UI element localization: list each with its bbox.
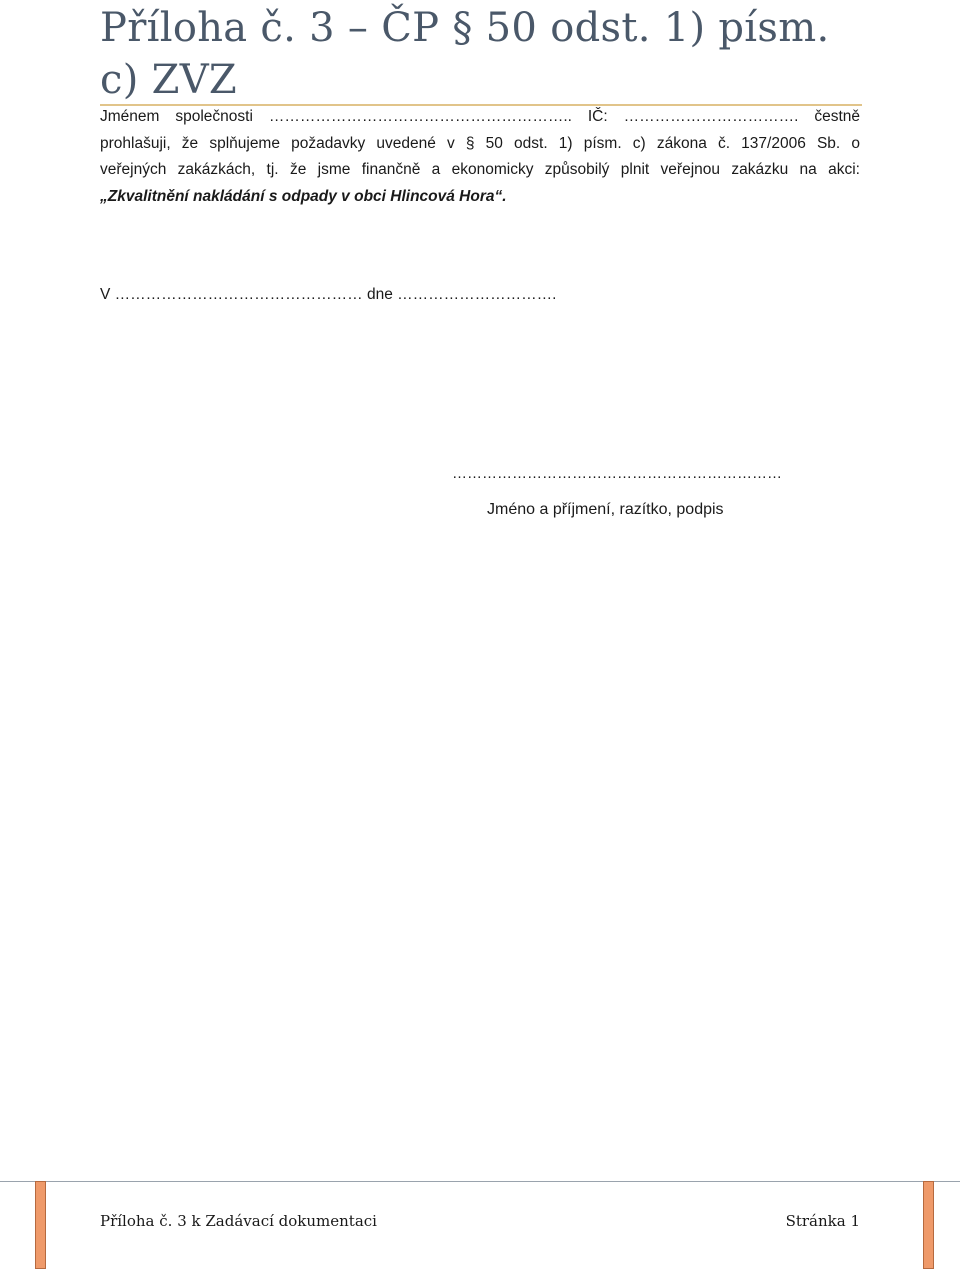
declaration-line-2: prohlašuji, že splňujeme požadavky uvedené v § 50 odst. 1) písm. c) zákona č. 137/2006 Sb. o (100, 134, 860, 152)
footer-divider (0, 1181, 960, 1182)
place-and-date-field: V ………………………………………… dne …………………………. (100, 286, 557, 303)
page-title: Příloha č. 3 – ČP § 50 odst. 1) písm. c) ZVZ (100, 5, 830, 103)
footer-accent-bar-right (923, 1181, 934, 1269)
footer-accent-bar-left (35, 1181, 46, 1269)
footer-page-number: Stránka 1 (785, 1212, 860, 1230)
declaration-paragraph (100, 104, 860, 210)
declaration-line-1: Jménem společnosti ………………………………………………….. IČ: ……………………………. čestně (100, 108, 860, 125)
signature-line: ………………………………………………………… (452, 465, 782, 482)
footer-document-label: Příloha č. 3 k Zadávací dokumentaci (100, 1212, 377, 1230)
project-name: „Zkvalitnění nakládání s odpady v obci Hlincová Hora“. (100, 187, 507, 205)
declaration-line-3: veřejných zakázkách, tj. že jsme finančně a ekonomicky způsobilý plnit veřejnou zakázku na akci: (100, 161, 860, 178)
signature-label: Jméno a příjmení, razítko, podpis (487, 501, 724, 518)
